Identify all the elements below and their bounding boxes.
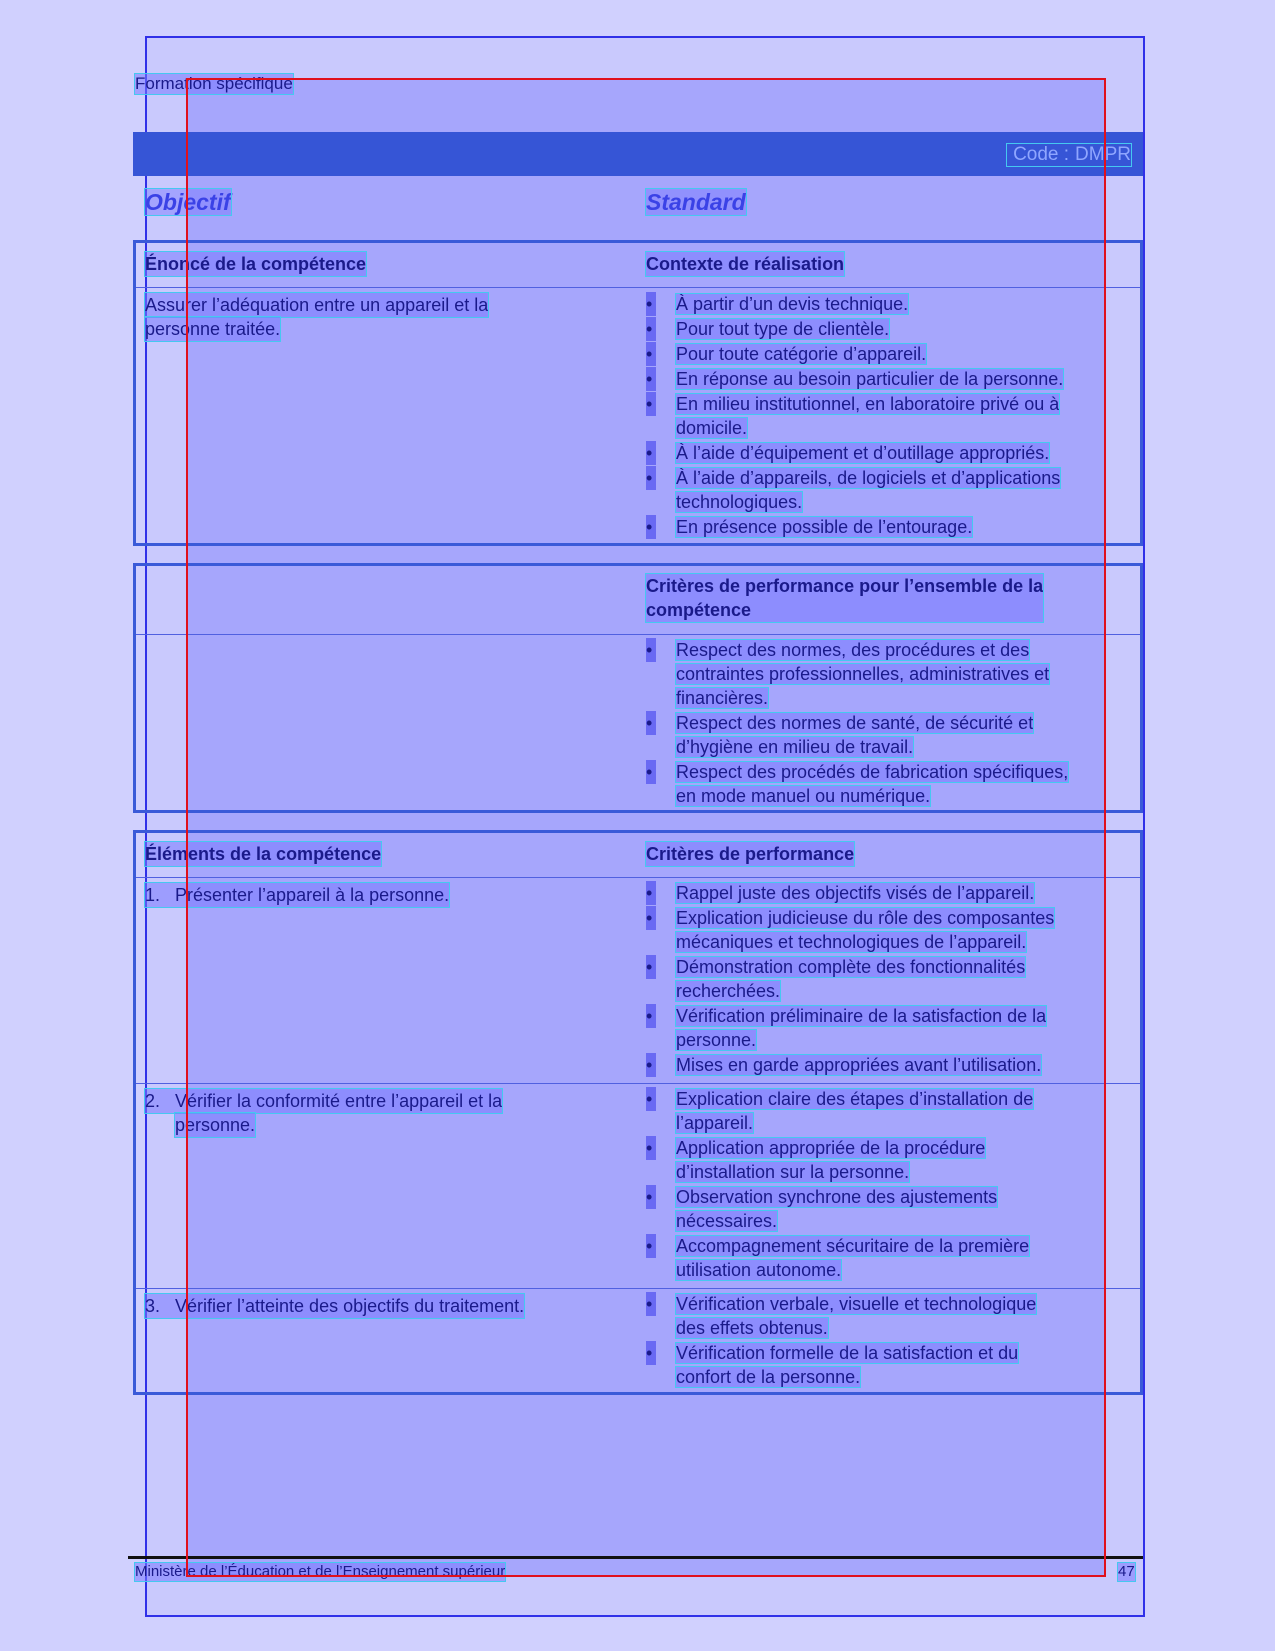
list-item: • Respect des normes, des procédures et des contraintes professionnelles, administratives et financières. — [646, 638, 1068, 710]
header-divider — [136, 634, 1140, 635]
header-divider — [136, 877, 1140, 878]
global-criteria-list — [646, 638, 1068, 809]
list-item: • Respect des normes de santé, de sécurité et d’hygiène en milieu de travail. — [646, 711, 1068, 759]
performance-criteria-header: Critères de performance — [646, 844, 855, 864]
list-item: • Explication judicieuse du rôle des composantes mécaniques et technologiques de l’appareil. — [646, 906, 1054, 954]
list-item: • Pour toute catégorie d’appareil. — [646, 342, 1063, 366]
global-criteria-header: Critères de performance pour l’ensemble de la compétence — [646, 576, 1044, 620]
standard-title: Standard — [646, 189, 746, 215]
list-item: • Accompagnement sécuritaire de la première utilisation autonome. — [646, 1234, 1033, 1282]
list-item: • Vérification préliminaire de la satisfaction de la personne. — [646, 1004, 1054, 1052]
element-1-criteria — [646, 881, 1054, 1078]
elements-header: Éléments de la compétence — [145, 844, 382, 864]
list-item: • En présence possible de l’entourage. — [646, 515, 1063, 539]
element-2-criteria — [646, 1087, 1033, 1283]
list-item: • Rappel juste des objectifs visés de l’appareil. — [646, 881, 1054, 905]
element-2-line1: 2. Vérifier la conformité entre l’appareil et la — [145, 1091, 503, 1111]
list-item: • Mises en garde appropriées avant l’utilisation. — [646, 1053, 1054, 1077]
header-divider — [136, 287, 1140, 288]
element-1: 1. Présenter l’appareil à la personne. — [145, 885, 450, 905]
program-header: Formation spécifique — [135, 74, 293, 93]
objective-title: Objectif — [145, 189, 231, 215]
list-item: • Vérification verbale, visuelle et technologique des effets obtenus. — [646, 1292, 1036, 1340]
row-divider — [136, 1288, 1140, 1289]
list-item: • En réponse au besoin particulier de la personne. — [646, 367, 1063, 391]
context-list — [646, 292, 1063, 540]
element-3-criteria — [646, 1292, 1036, 1390]
list-item: • Pour tout type de clientèle. — [646, 317, 1063, 341]
page-number: 47 — [1118, 1563, 1135, 1580]
competence-statement-line2: personne traitée. — [145, 319, 281, 339]
list-item: • Explication claire des étapes d’installation de l’appareil. — [646, 1087, 1033, 1135]
list-item: • À l’aide d’appareils, de logiciels et d’applications technologiques. — [646, 466, 1063, 514]
code-label — [1007, 144, 1131, 166]
list-item: • Application appropriée de la procédure d’installation sur la personne. — [646, 1136, 1033, 1184]
list-item: • À l’aide d’équipement et d’outillage appropriés. — [646, 441, 1063, 465]
list-item: • Démonstration complète des fonctionnalités recherchées. — [646, 955, 1054, 1003]
list-item: • En milieu institutionnel, en laboratoire privé ou à domicile. — [646, 392, 1063, 440]
list-item: • Respect des procédés de fabrication spécifiques, en mode manuel ou numérique. — [646, 760, 1068, 808]
list-item: • Vérification formelle de la satisfaction et du confort de la personne. — [646, 1341, 1036, 1389]
row-divider — [136, 1083, 1140, 1084]
footer-ministry: Ministère de l’Éducation et de l’Enseignement supérieur — [135, 1563, 506, 1580]
code-label-text: Code : — [1013, 144, 1070, 165]
element-2-line2: personne. — [175, 1115, 256, 1135]
context-header: Contexte de réalisation — [646, 254, 845, 274]
code-bar — [133, 132, 1143, 176]
list-item: • Observation synchrone des ajustements nécessaires. — [646, 1185, 1033, 1233]
competence-statement-line1: Assurer l’adéquation entre un appareil et la — [145, 295, 489, 315]
competence-statement-header: Énoncé de la compétence — [145, 254, 367, 274]
code-value: DMPR — [1075, 144, 1131, 165]
footer-rule — [128, 1556, 1143, 1559]
list-item: • À partir d’un devis technique. — [646, 292, 1063, 316]
element-3: 3. Vérifier l’atteinte des objectifs du traitement. — [145, 1296, 525, 1316]
